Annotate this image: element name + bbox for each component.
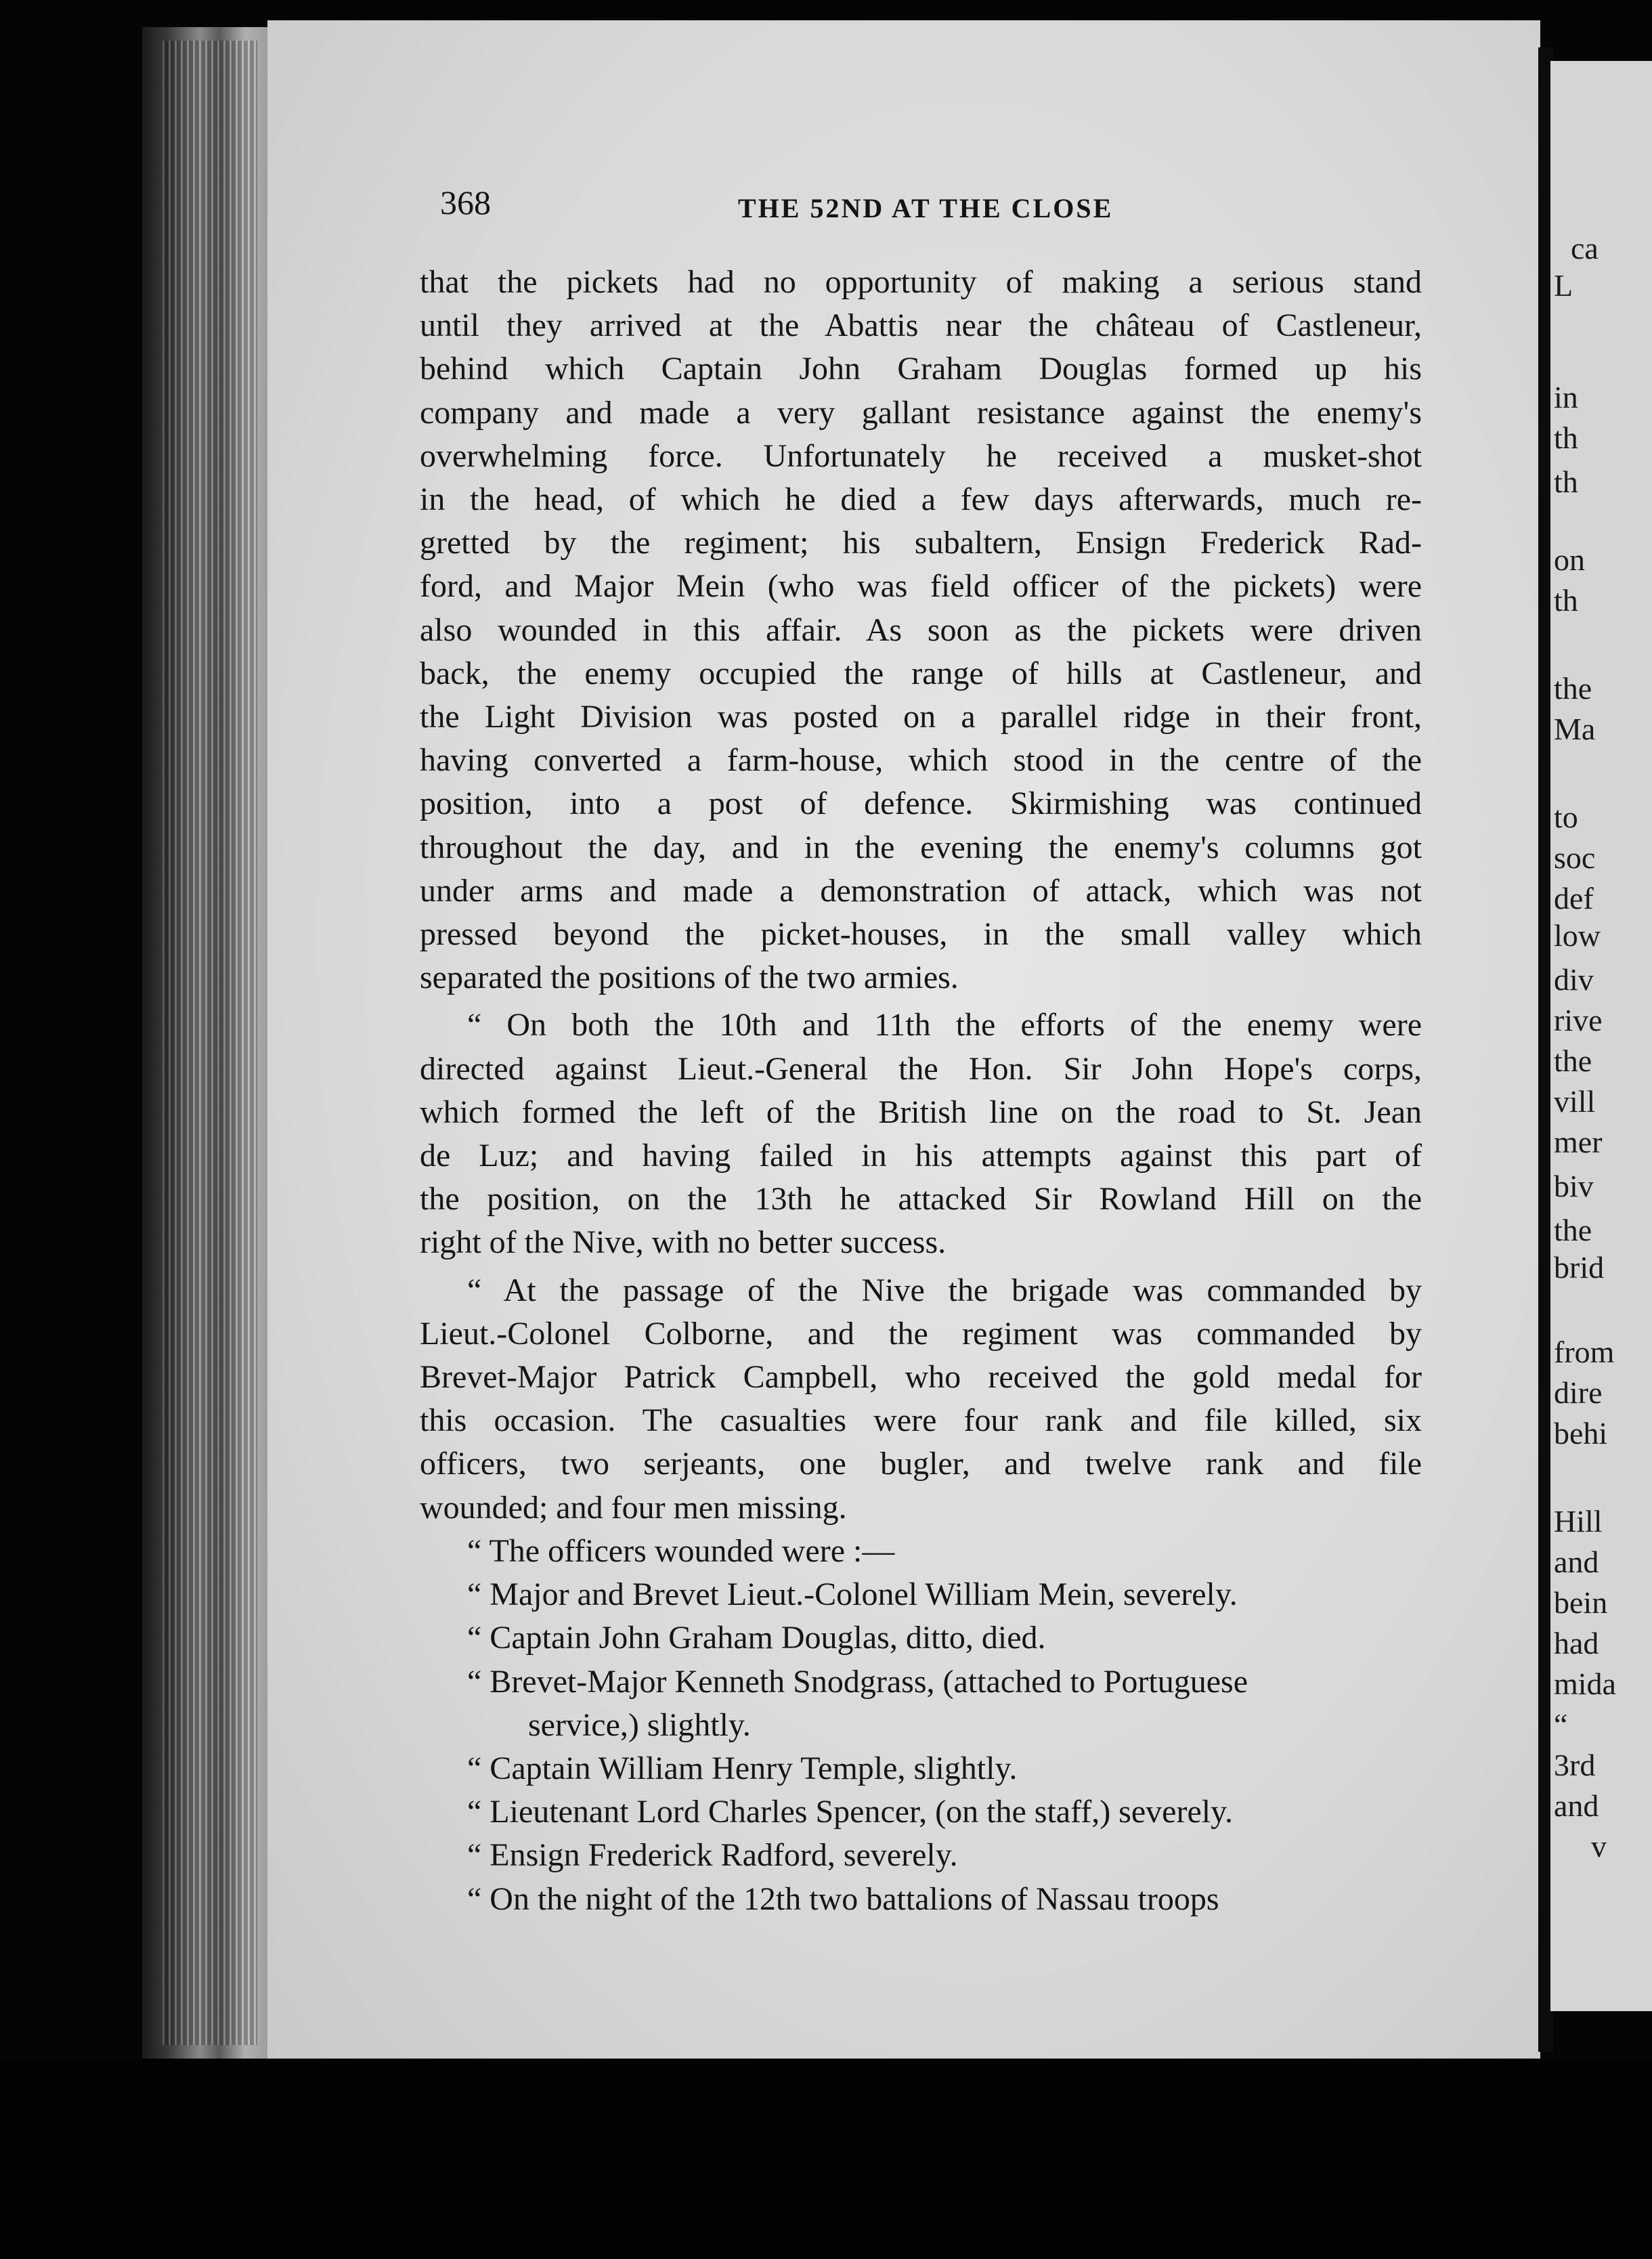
text-line: ford, and Major Mein (who was field officer of the pickets) were	[420, 568, 1422, 605]
facing-page-fragment: rive	[1554, 1003, 1603, 1037]
facing-page-fragment: biv	[1554, 1169, 1594, 1203]
text-line: also wounded in this affair. As soon as the pickets were driven	[420, 611, 1422, 648]
text-line: the position, on the 13th he attacked Sir Rowland Hill on the	[420, 1181, 1422, 1218]
scan-bottom-margin	[0, 2059, 1652, 2259]
text-line: in the head, of which he died a few days afterwards, much re-	[420, 481, 1422, 518]
text-line: officers, two serjeants, one bugler, and twelve rank and file	[420, 1446, 1422, 1482]
facing-page-fragment: the	[1554, 1213, 1592, 1247]
facing-page-fragment: brid	[1554, 1250, 1605, 1285]
paragraph-1	[420, 261, 1422, 999]
facing-page-fragment: v	[1591, 1829, 1607, 1864]
text-line: de Luz; and having failed in his attempts against this part of	[420, 1138, 1422, 1174]
text-line: position, into a post of defence. Skirmishing was continued	[420, 786, 1422, 822]
facing-page-fragment: the	[1554, 1044, 1592, 1078]
text-line: Brevet-Major Patrick Campbell, who received the gold medal for	[420, 1359, 1422, 1396]
facing-page-fragment: from	[1554, 1335, 1615, 1369]
facing-page-fragment: mer	[1554, 1125, 1603, 1159]
officers-intro: “ The officers wounded were :—	[467, 1532, 895, 1569]
page-edge-lines	[162, 41, 257, 2045]
final-line: “ On the night of the 12th two battalions of Nassau troops	[467, 1880, 1219, 1917]
text-line: company and made a very gallant resistance against the enemy's	[420, 394, 1422, 431]
text-line: having converted a farm-house, which stood in the centre of the	[420, 742, 1422, 779]
text-line: “ On both the 10th and 11th the efforts of the enemy were	[467, 1007, 1422, 1044]
paragraph-3	[420, 1269, 1422, 1530]
facing-page-fragment: soc	[1554, 840, 1596, 875]
text-line: until they arrived at the Abattis near the château of Castleneur,	[420, 307, 1422, 344]
facing-page-fragment: mida	[1554, 1666, 1616, 1701]
facing-page-fragment: th	[1554, 583, 1578, 618]
facing-page-fragment: th	[1554, 465, 1578, 499]
facing-page-fragment: Hill	[1554, 1504, 1603, 1539]
text-line: back, the enemy occupied the range of hills at Castleneur, and	[420, 655, 1422, 691]
text-line: the Light Division was posted on a parallel ridge in their front,	[420, 699, 1422, 735]
officer-entry: “ Major and Brevet Lieut.-Colonel William Mein, severely.	[467, 1576, 1238, 1613]
facing-page-fragment: L	[1554, 268, 1573, 303]
facing-page-fragment: th	[1554, 421, 1578, 455]
facing-page-fragment: had	[1554, 1626, 1599, 1660]
facing-page-fragment: low	[1554, 918, 1601, 953]
officer-entry: service,) slightly.	[528, 1706, 751, 1743]
text-line: overwhelming force. Unfortunately he received a musket-shot	[420, 437, 1422, 474]
page-number: 368	[440, 184, 491, 221]
facing-page-fragment: behi	[1554, 1416, 1608, 1450]
facing-page-fragment: dire	[1554, 1375, 1603, 1410]
text-line: throughout the day, and in the evening the enemy's columns got	[420, 829, 1422, 865]
facing-page-fragment: div	[1554, 962, 1594, 997]
facing-page	[1550, 61, 1652, 2011]
text-line: “ At the passage of the Nive the brigade was commanded by	[467, 1272, 1422, 1308]
facing-page-fragment: 3rd	[1554, 1748, 1596, 1782]
facing-page-fragment: bein	[1554, 1585, 1608, 1620]
text-line: which formed the left of the British line on the road to St. Jean	[420, 1094, 1422, 1130]
text-line: directed against Lieut.-General the Hon. Sir John Hope's corps,	[420, 1050, 1422, 1087]
facing-page-fragment: “	[1554, 1707, 1568, 1742]
paragraph-2	[420, 1004, 1422, 1264]
text-line: gretted by the regiment; his subaltern, Ensign Frederick Rad-	[420, 525, 1422, 561]
facing-page-fragment: in	[1554, 380, 1578, 414]
officer-entry: “ Captain William Henry Temple, slightly.	[467, 1750, 1018, 1786]
facing-page-fragment: and	[1554, 1545, 1599, 1579]
text-line: under arms and made a demonstration of attack, which was not	[420, 872, 1422, 909]
officer-entry: “ Captain John Graham Douglas, ditto, died.	[467, 1620, 1046, 1656]
officer-entry: “ Ensign Frederick Radford, severely.	[467, 1837, 958, 1874]
running-head: THE 52ND AT THE CLOSE	[738, 193, 1114, 223]
text-line: behind which Captain John Graham Douglas formed up his	[420, 351, 1422, 387]
text-line: right of the Nive, with no better success.	[420, 1224, 947, 1261]
facing-page-fragment: def	[1554, 881, 1594, 916]
text-line: Lieut.-Colonel Colborne, and the regiment was commanded by	[420, 1315, 1422, 1352]
text-line: that the pickets had no opportunity of making a serious stand	[420, 264, 1422, 300]
officer-entry: “ Lieutenant Lord Charles Spencer, (on the staff,) severely.	[467, 1794, 1233, 1830]
facing-page-fragment: vill	[1554, 1084, 1596, 1119]
text-line: this occasion. The casualties were four rank and file killed, six	[420, 1402, 1422, 1439]
facing-page-fragment: on	[1554, 542, 1585, 577]
facing-page-fragment: and	[1554, 1788, 1599, 1823]
text-line: separated the positions of the two armies.	[420, 960, 959, 996]
facing-page-fragment: the	[1554, 671, 1592, 706]
text-line: wounded; and four men missing.	[420, 1489, 847, 1526]
text-line: pressed beyond the picket-houses, in the small valley which	[420, 916, 1422, 953]
facing-page-fragment: Ma	[1554, 712, 1596, 746]
page-body	[420, 261, 1422, 1921]
officer-entry: “ Brevet-Major Kenneth Snodgrass, (attached to Portuguese	[467, 1663, 1248, 1700]
facing-page-fragment: to	[1554, 800, 1578, 834]
officers-list	[420, 1530, 1422, 1921]
facing-page-fragment: ca	[1571, 231, 1599, 265]
